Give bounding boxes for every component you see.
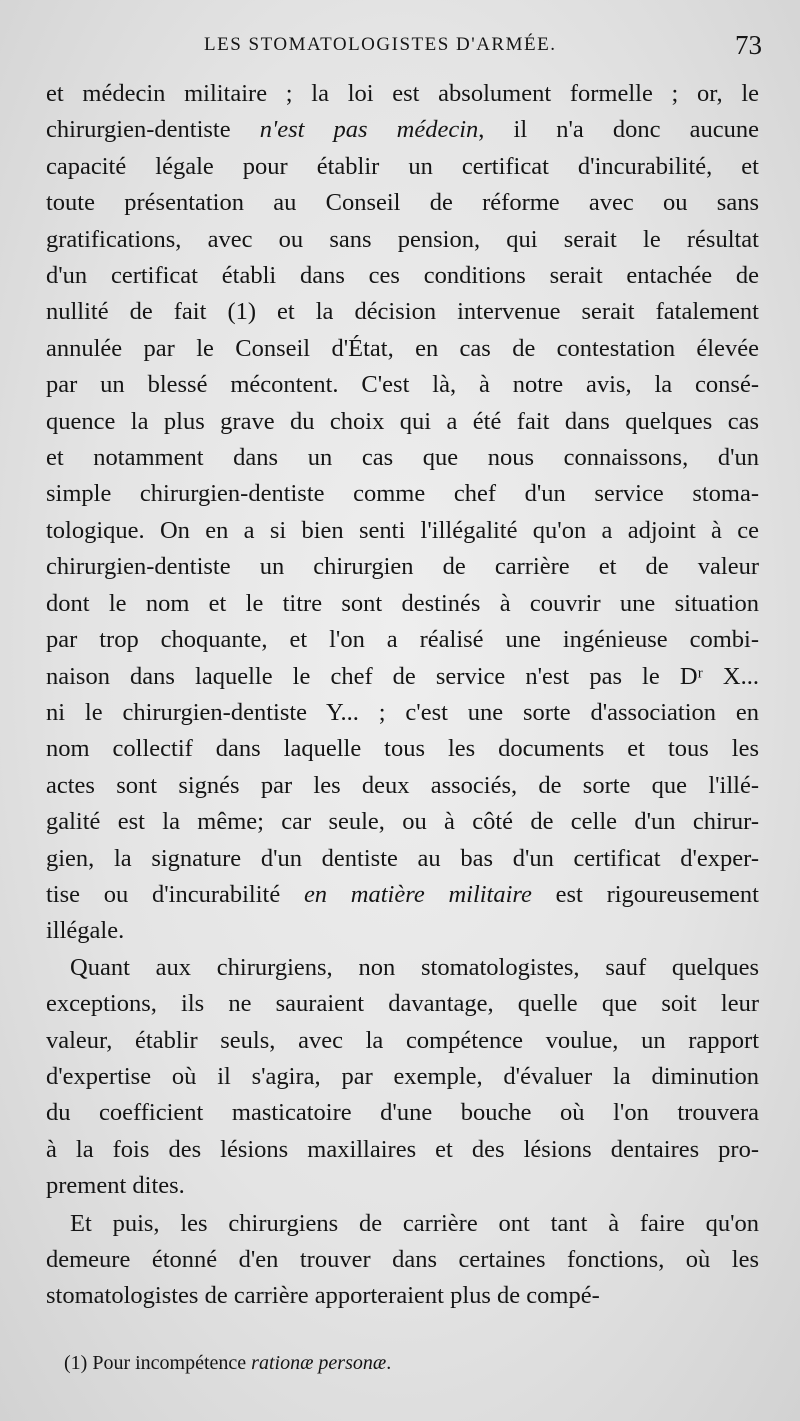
text-line: annulée par le Conseil d'État, en cas de contestation élevée: [46, 334, 759, 362]
text-line: stomatologistes de carrière apporteraient plus de compé-: [46, 1282, 600, 1310]
footnote: [64, 1352, 391, 1375]
footnote-text: Pour incompétence: [92, 1352, 252, 1374]
text-line: dont le nom et le titre sont destinés à couvrir une situation: [46, 589, 759, 617]
text-line: actes sont signés par les deux associés, de sorte que l'illé-: [46, 771, 759, 799]
text-line: Et puis, les chirurgiens de carrière ont tant à faire qu'on: [70, 1209, 759, 1237]
italic-phrase: en matière militaire: [303, 880, 532, 908]
text-line: par un blessé mécontent. C'est là, à notre avis, la consé-: [46, 371, 759, 399]
paragraph-2: [46, 950, 759, 1205]
paragraph-1: [46, 76, 759, 950]
text-line: ni le chirurgien-dentiste Y... ; c'est une sorte d'association en: [46, 698, 759, 726]
text-line: valeur, établir seuls, avec la compétence voulue, un rapport: [46, 1026, 759, 1054]
text-line: exceptions, ils ne sauraient davantage, quelle que soit leur: [46, 990, 759, 1018]
text-line: du coefficient masticatoire d'une bouche où l'on trouvera: [46, 1099, 759, 1127]
text-line: chirurgien-dentiste un chirurgien de carrière et de valeur: [46, 553, 759, 581]
text-line: nom collectif dans laquelle tous les documents et tous les: [46, 735, 759, 763]
text-line: d'expertise où il s'agira, par exemple, d'évaluer la diminution: [46, 1062, 759, 1090]
text-line: simple chirurgien-dentiste comme chef d'un service stoma-: [46, 480, 759, 508]
text-line: gratifications, avec ou sans pension, qui serait le résultat: [46, 225, 759, 253]
text-line: toute présentation au Conseil de réforme avec ou sans: [46, 189, 759, 217]
text-line: nullité de fait (1) et la décision intervenue serait fatalement: [46, 298, 759, 326]
text-line: et médecin militaire ; la loi est absolument formelle ; or, le: [46, 80, 759, 107]
text-line: par trop choquante, et l'on a réalisé une ingénieuse combi-: [46, 626, 759, 654]
text-line: quence la plus grave du choix qui a été fait dans quelques cas: [46, 407, 759, 435]
footnote-end: .: [386, 1352, 392, 1374]
text-line: demeure étonné d'en trouver dans certaines fonctions, où les: [46, 1246, 759, 1273]
text-line: illégale.: [46, 917, 125, 945]
text-line: galité est la même; car seule, ou à côté de celle d'un chirur-: [46, 808, 759, 836]
footnote-italic: rationæ personæ: [251, 1352, 387, 1374]
running-head: LES STOMATOLOGISTES D'ARMÉE.: [204, 34, 557, 55]
text-line: Quant aux chirurgiens, non stomatologistes, sauf quelques: [70, 953, 759, 981]
text-line: tise ou d'incurabilité en matière militaire est rigoureusement: [46, 880, 759, 908]
page-number: 73: [735, 30, 762, 60]
text-line: et notamment dans un cas que nous connaissons, d'un: [46, 444, 759, 472]
text-line: naison dans laquelle le chef de service n'est pas le Dʳ X...: [46, 662, 759, 690]
paragraph-3: [46, 1206, 759, 1315]
page-header: [46, 30, 762, 70]
text-line: prement dites.: [46, 1172, 185, 1200]
text-line: chirurgien-dentiste n'est pas médecin, il n'a donc aucune: [46, 116, 759, 144]
text-line: gien, la signature d'un dentiste au bas d'un certificat d'exper-: [46, 844, 759, 872]
text-line: capacité légale pour établir un certificat d'incurabilité, et: [46, 152, 759, 180]
body-text: [46, 76, 759, 1315]
text-line: tologique. On en a si bien senti l'illégalité qu'on a adjoint à ce: [46, 516, 759, 544]
text-line: d'un certificat établi dans ces conditions serait entachée de: [46, 262, 759, 290]
footnote-marker: (1): [64, 1352, 88, 1374]
italic-phrase: n'est pas médecin: [259, 116, 479, 144]
text-line: à la fois des lésions maxillaires et des lésions dentaires pro-: [46, 1135, 759, 1163]
